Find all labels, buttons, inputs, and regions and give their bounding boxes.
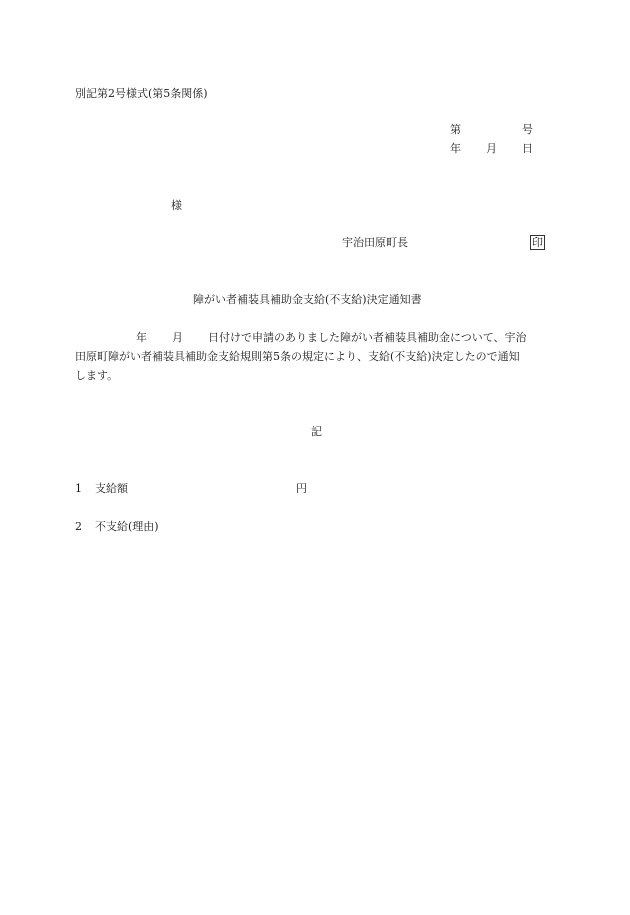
number-go: 号 [522, 123, 533, 136]
ki-heading: 記 [311, 425, 322, 438]
item-1-label: 支給額 [95, 482, 128, 495]
date-tsuki: 月 [486, 142, 497, 155]
issuer-title: 宇治田原町長 [342, 236, 408, 249]
item-1-unit: 円 [296, 482, 307, 495]
date-nen: 年 [450, 142, 461, 155]
addressee-sama: 様 [171, 199, 182, 212]
body-tsuki: 月 [172, 331, 183, 344]
seal-stamp: 印 [532, 236, 543, 249]
document-title: 障がい者補装具補助金支給(不支給)決定通知書 [193, 293, 422, 306]
item-1-number: 1 [75, 482, 82, 495]
date-hi: 日 [522, 142, 533, 155]
item-2-label: 不支給(理由) [95, 520, 159, 533]
item-2-number: 2 [75, 520, 82, 533]
form-label: 別記第2号様式(第5条関係) [75, 87, 208, 100]
body-line-2: 田原町障がい者補装具補助金支給規則第5条の規定により、支給(不支給)決定したので通知 [75, 350, 520, 363]
body-nen: 年 [136, 331, 147, 344]
number-dai: 第 [450, 123, 461, 136]
body-line-3: します。 [75, 369, 119, 382]
body-line-1: 日付けで申請のありました障がい者補装具補助金について、宇治 [208, 331, 527, 344]
